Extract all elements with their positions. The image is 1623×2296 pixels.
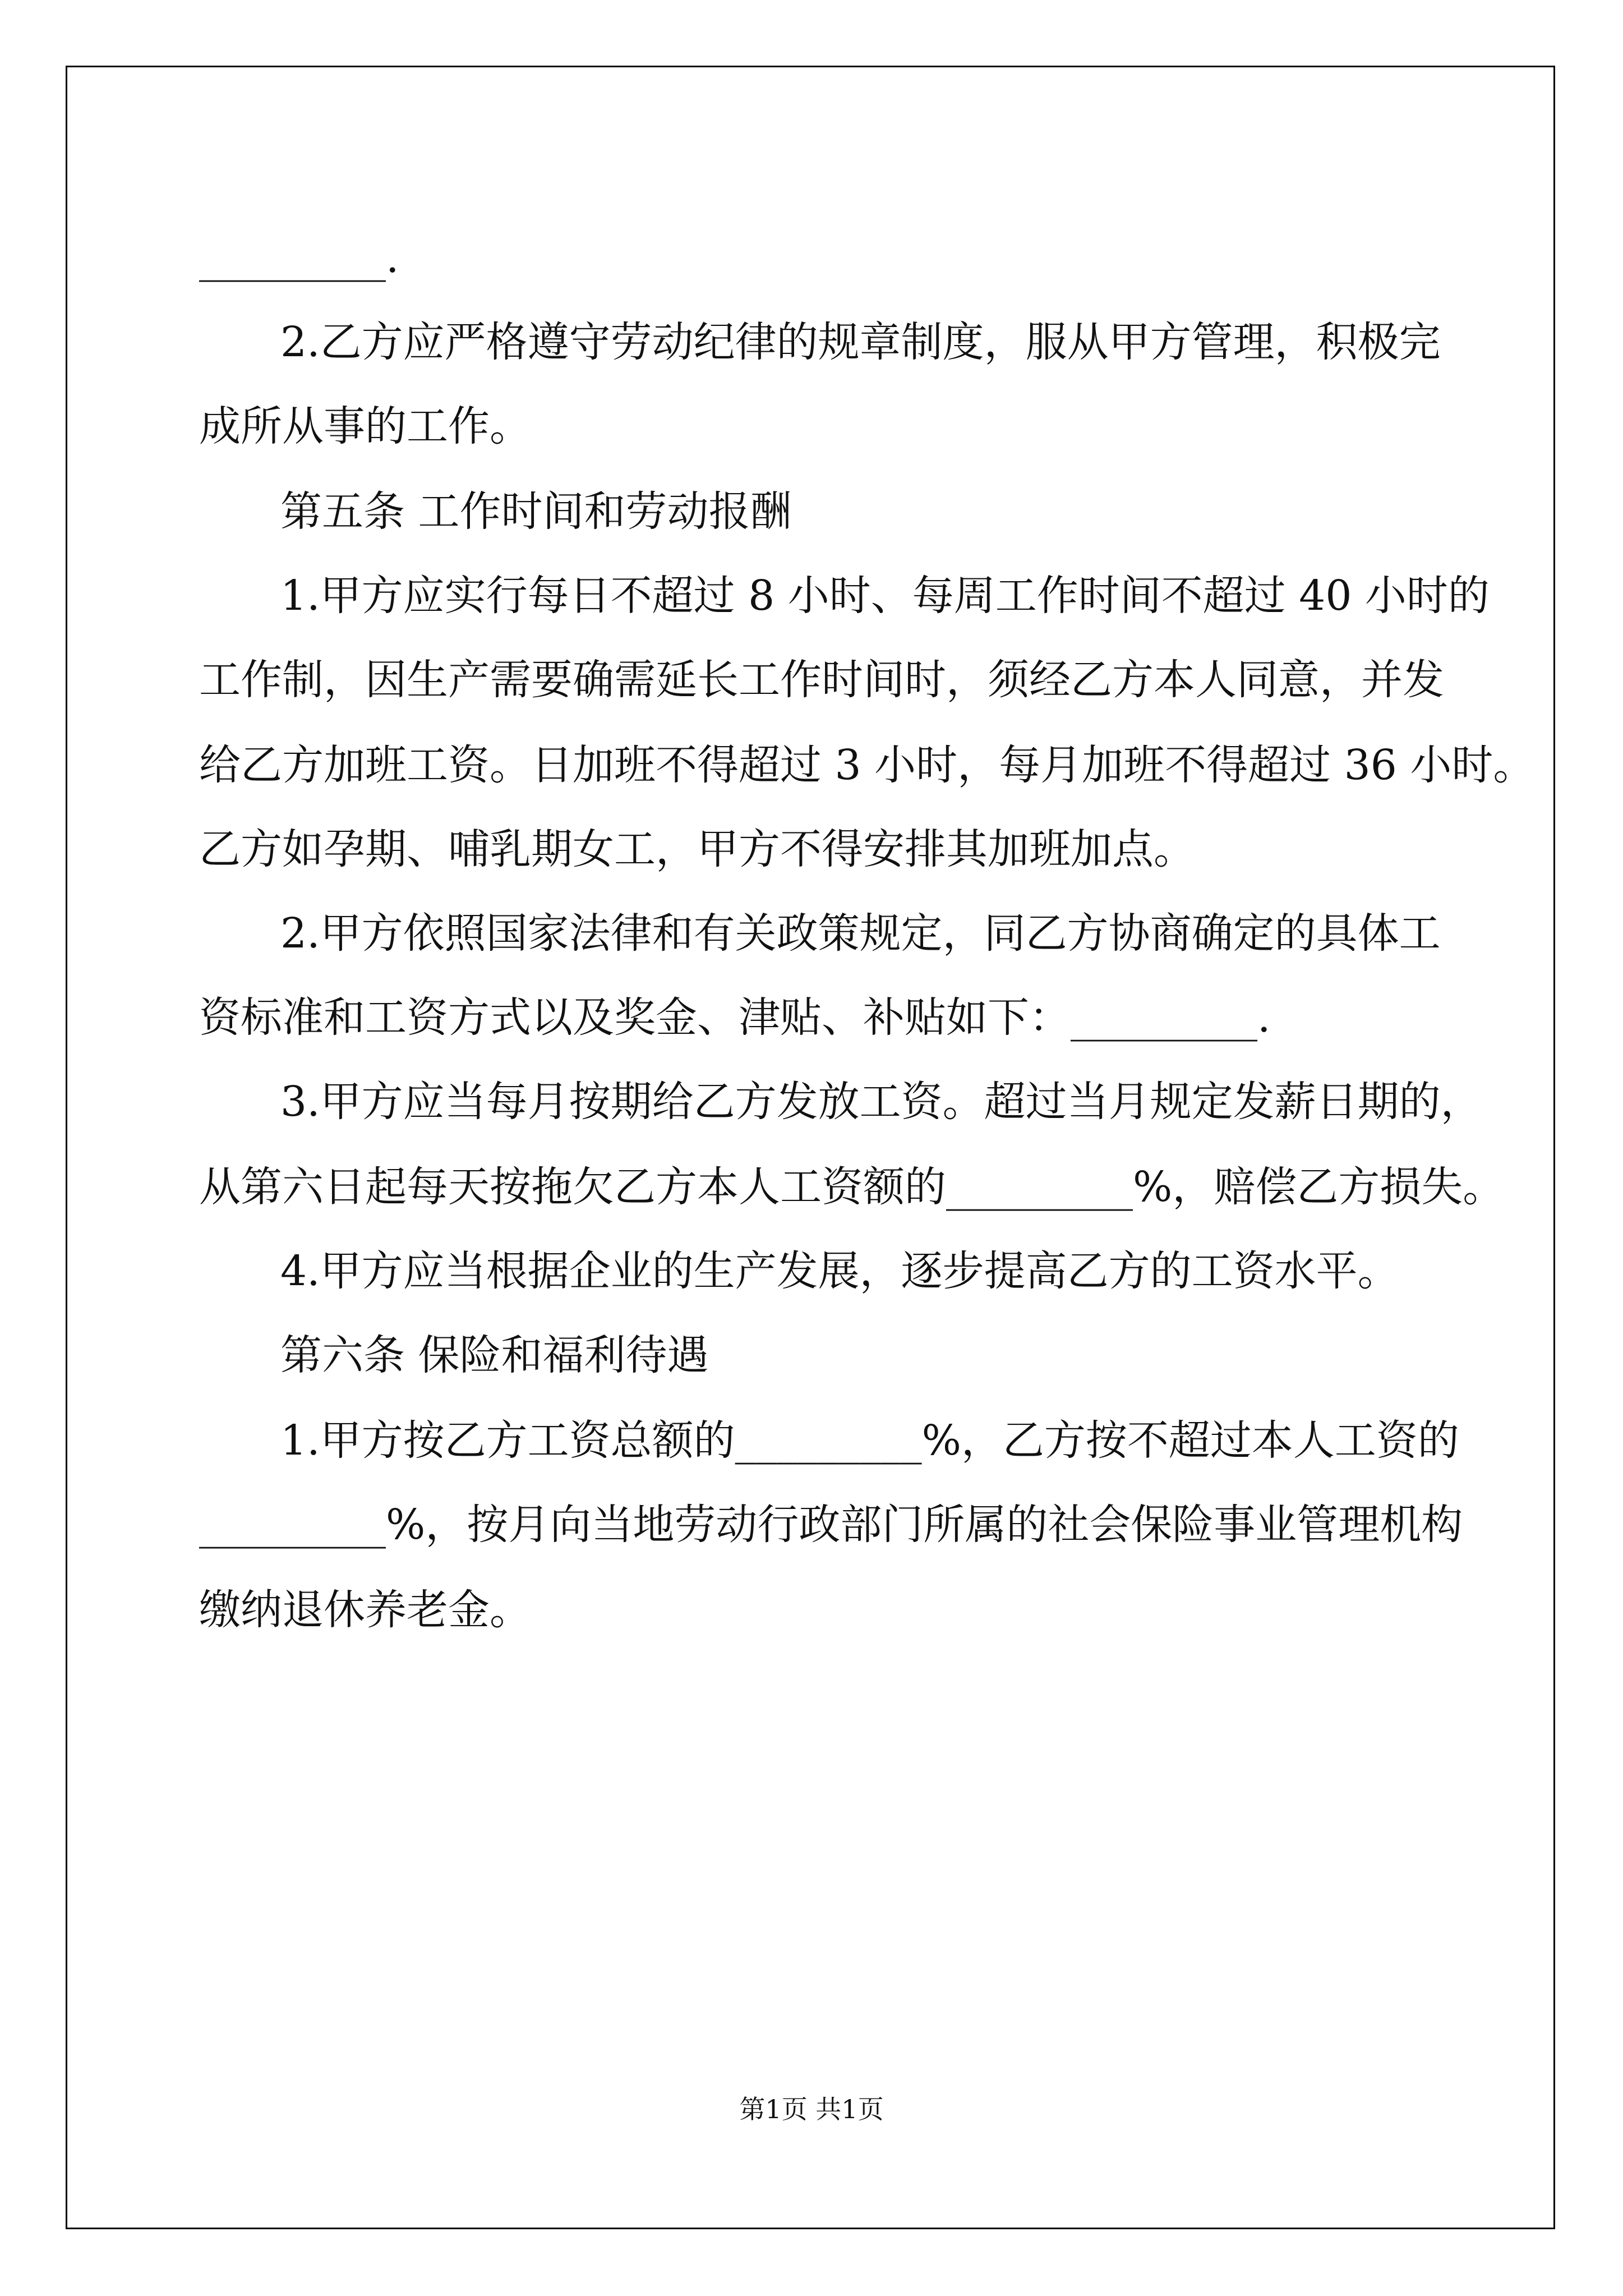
- page-footer: 第1页 共1页: [739, 2094, 884, 2124]
- text-line: 资标准和工资方式以及奖金、津贴、补贴如下：_________.: [199, 993, 1271, 1042]
- text-line: 2.乙方应严格遵守劳动纪律的规章制度，服从甲方管理，积极完: [280, 318, 1441, 366]
- text-line: 成所从事的工作。: [199, 402, 531, 450]
- text-line: _________%，按月向当地劳动行政部门所属的社会保险事业管理机构: [199, 1501, 1463, 1549]
- text-line: 乙方如孕期、哺乳期女工，甲方不得安排其加班加点。: [199, 825, 1195, 873]
- text-line: 2.甲方依照国家法律和有关政策规定，同乙方协商确定的具体工: [280, 909, 1441, 958]
- section-heading: 第五条 工作时间和劳动报酬: [280, 487, 792, 536]
- text-line: 给乙方加班工资。日加班不得超过 3 小时，每月加班不得超过 36 小时。: [199, 741, 1535, 789]
- text-line: _________.: [199, 234, 399, 282]
- text-line: 4.甲方应当根据企业的生产发展，逐步提高乙方的工资水平。: [280, 1247, 1399, 1295]
- text-line: 1.甲方应实行每日不超过 8 小时、每周工作时间不超过 40 小时的: [280, 572, 1490, 620]
- text-line: 工作制，因生产需要确需延长工作时间时，须经乙方本人同意，并发: [199, 656, 1444, 704]
- text-line: 3.甲方应当每月按期给乙方发放工资。超过当月规定发薪日期的，: [280, 1078, 1482, 1126]
- text-line: 从第六日起每天按拖欠乙方本人工资额的_________%，赔偿乙方损失。: [199, 1163, 1505, 1211]
- text-line: 1.甲方按乙方工资总额的_________%，乙方按不超过本人工资的: [280, 1416, 1459, 1465]
- page-border: [66, 66, 1555, 2229]
- section-heading: 第六条 保险和福利待遇: [280, 1331, 709, 1379]
- text-line: 缴纳退休养老金。: [199, 1586, 531, 1634]
